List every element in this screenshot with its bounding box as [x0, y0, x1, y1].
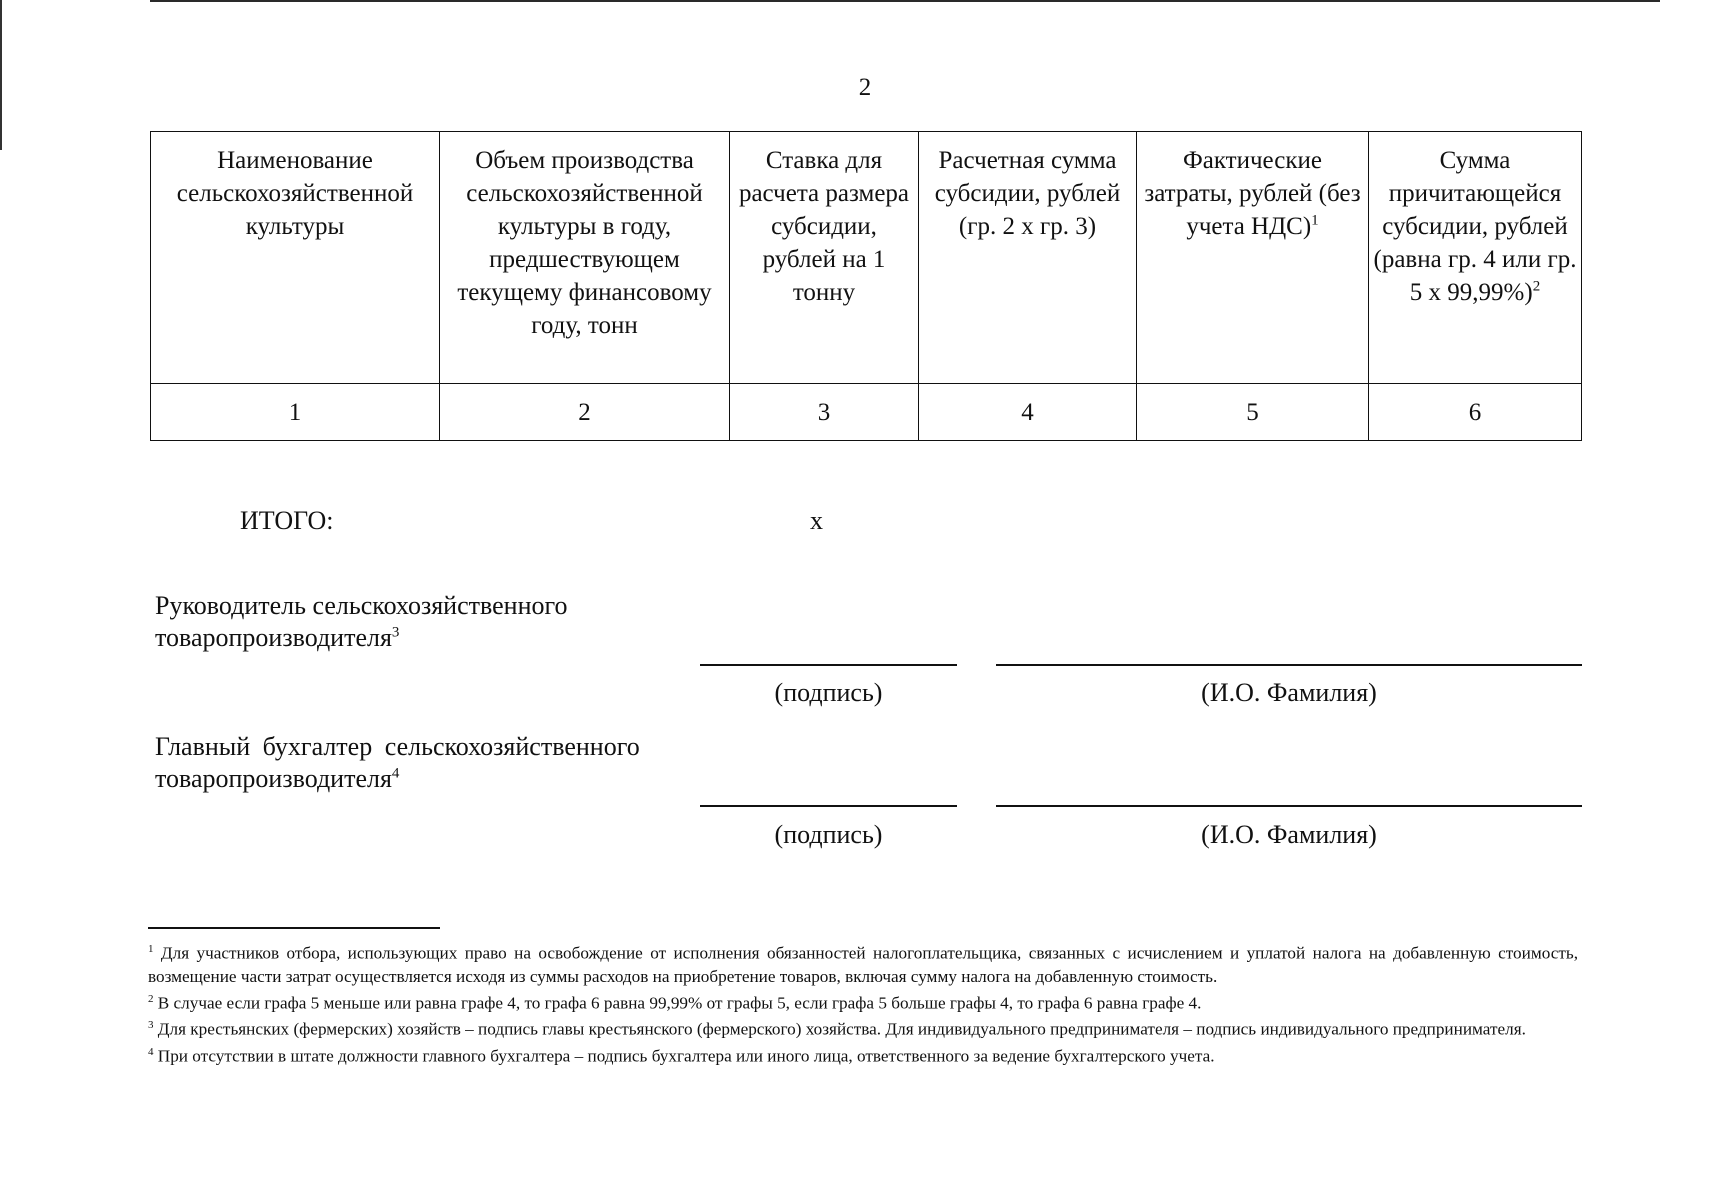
table-header-row: [151, 132, 1582, 384]
footnote: $^2$ В случае если графа 5 меньше или равна графе 4, то графа 6 равна 99,99% от графы 5, если графа 5 больше графы 4, то графа 6 равна графе 4.: [148, 992, 1202, 1013]
accountant-signature-caption: (подпись): [774, 820, 883, 849]
accountant-signature-line: [700, 805, 957, 807]
footnote-ref: 3: [391, 624, 400, 641]
footnote-ref: 2: [1532, 278, 1541, 295]
header-subsidy-due: Сумма причитающейся субсидии, рублей (равна гр. 4 или гр. 5 х 99,99%)$^2$: [1369, 132, 1582, 384]
head-signature-title: Руководитель сельскохозяйственного товаропроизводителя$^3$: [155, 591, 568, 652]
accountant-name-line: [996, 805, 1582, 807]
column-number: 4: [919, 384, 1137, 441]
accountant-signature-title: Главный бухгалтер сельскохозяйственного товаропроизводителя$^4$: [155, 732, 640, 793]
total-rate-value: х: [810, 506, 823, 535]
page-number: 2: [858, 74, 872, 101]
column-number: 2: [440, 384, 730, 441]
head-name-line: [996, 664, 1582, 666]
footnote-ref: 1: [1311, 212, 1319, 229]
header-crop-name: Наименование сельскохозяйственной культуры: [151, 132, 440, 384]
accountant-name-caption: (И.О. Фамилия): [1201, 820, 1377, 849]
top-edge-rule: [150, 0, 1660, 2]
header-calculated-subsidy: Расчетная сумма субсидии, рублей (гр. 2 x гр. 3): [919, 132, 1137, 384]
header-production-volume: Объем производства сельскохозяйственной культуры в году, предшествующем текущему финансовому году, тонн: [440, 132, 730, 384]
footnote-separator: [148, 927, 440, 929]
footnote: $^3$ Для крестьянских (фермерских) хозяйств – подпись главы крестьянского (фермерского) хозяйства. Для индивидуального предпринимателя – подпись индивидуального предпринимателя.: [148, 1019, 1526, 1040]
column-number: 5: [1137, 384, 1369, 441]
footnote-ref: 4: [391, 765, 400, 782]
footnote: $^1$ Для участников отбора, использующих право на освобождение от исполнения обязанностей налогоплательщика, связанных с исчислением и уплатой налога на добавленную стоимость, возмещение части затрат осуществляется исходя из суммы расходов на приобретение товаров, включая сумму налога на добавленную стоимость.: [148, 943, 1578, 986]
footnotes: [148, 938, 1578, 1068]
column-number: 1: [151, 384, 440, 441]
scan-left-edge: [0, 0, 2, 150]
head-signature-caption: (подпись): [774, 678, 883, 707]
head-name-caption: (И.О. Фамилия): [1201, 678, 1377, 707]
column-number-row: [151, 384, 1582, 441]
header-rate-per-ton: Ставка для расчета размера субсидии, рублей на 1 тонну: [730, 132, 919, 384]
column-number: 6: [1369, 384, 1582, 441]
header-actual-costs: Фактические затраты, рублей (без учета НДС)$^1$: [1137, 132, 1369, 384]
total-label: ИТОГО:: [240, 506, 334, 535]
footnote: $^4$ При отсутствии в штате должности главного бухгалтера – подпись бухгалтера или иного лица, ответственного за ведение бухгалтерского учета.: [148, 1046, 1215, 1066]
head-signature-line: [700, 664, 957, 666]
subsidy-table: [150, 131, 1582, 441]
column-number: 3: [730, 384, 919, 441]
